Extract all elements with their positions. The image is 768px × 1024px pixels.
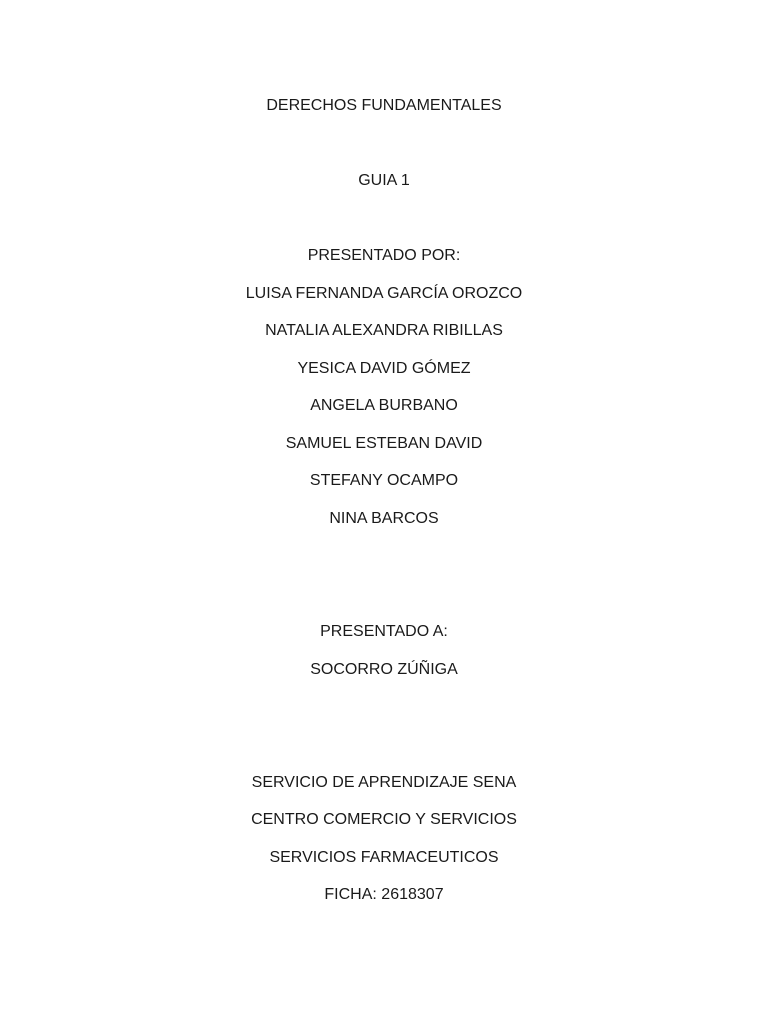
ficha-number: FICHA: 2618307 bbox=[324, 886, 444, 903]
author-name: ANGELA BURBANO bbox=[310, 397, 458, 414]
center-name: CENTRO COMERCIO Y SERVICIOS bbox=[251, 811, 517, 828]
presented-by-label: PRESENTADO POR: bbox=[307, 247, 461, 264]
presented-to-name: SOCORRO ZÚÑIGA bbox=[310, 661, 458, 678]
author-name: LUISA FERNANDA GARCÍA OROZCO bbox=[245, 285, 523, 302]
author-name: NATALIA ALEXANDRA RIBILLAS bbox=[265, 322, 503, 339]
author-name: SAMUEL ESTEBAN DAVID bbox=[285, 435, 483, 452]
author-name: STEFANY OCAMPO bbox=[309, 472, 459, 489]
institution-name: SERVICIO DE APRENDIZAJE SENA bbox=[251, 774, 517, 791]
presented-to-label: PRESENTADO A: bbox=[320, 623, 448, 640]
document-title: DERECHOS FUNDAMENTALES bbox=[266, 97, 502, 114]
author-name: YESICA DAVID GÓMEZ bbox=[297, 360, 471, 377]
document-subtitle: GUIA 1 bbox=[358, 172, 410, 189]
program-name: SERVICIOS FARMACEUTICOS bbox=[269, 849, 499, 866]
author-name: NINA BARCOS bbox=[329, 510, 439, 527]
